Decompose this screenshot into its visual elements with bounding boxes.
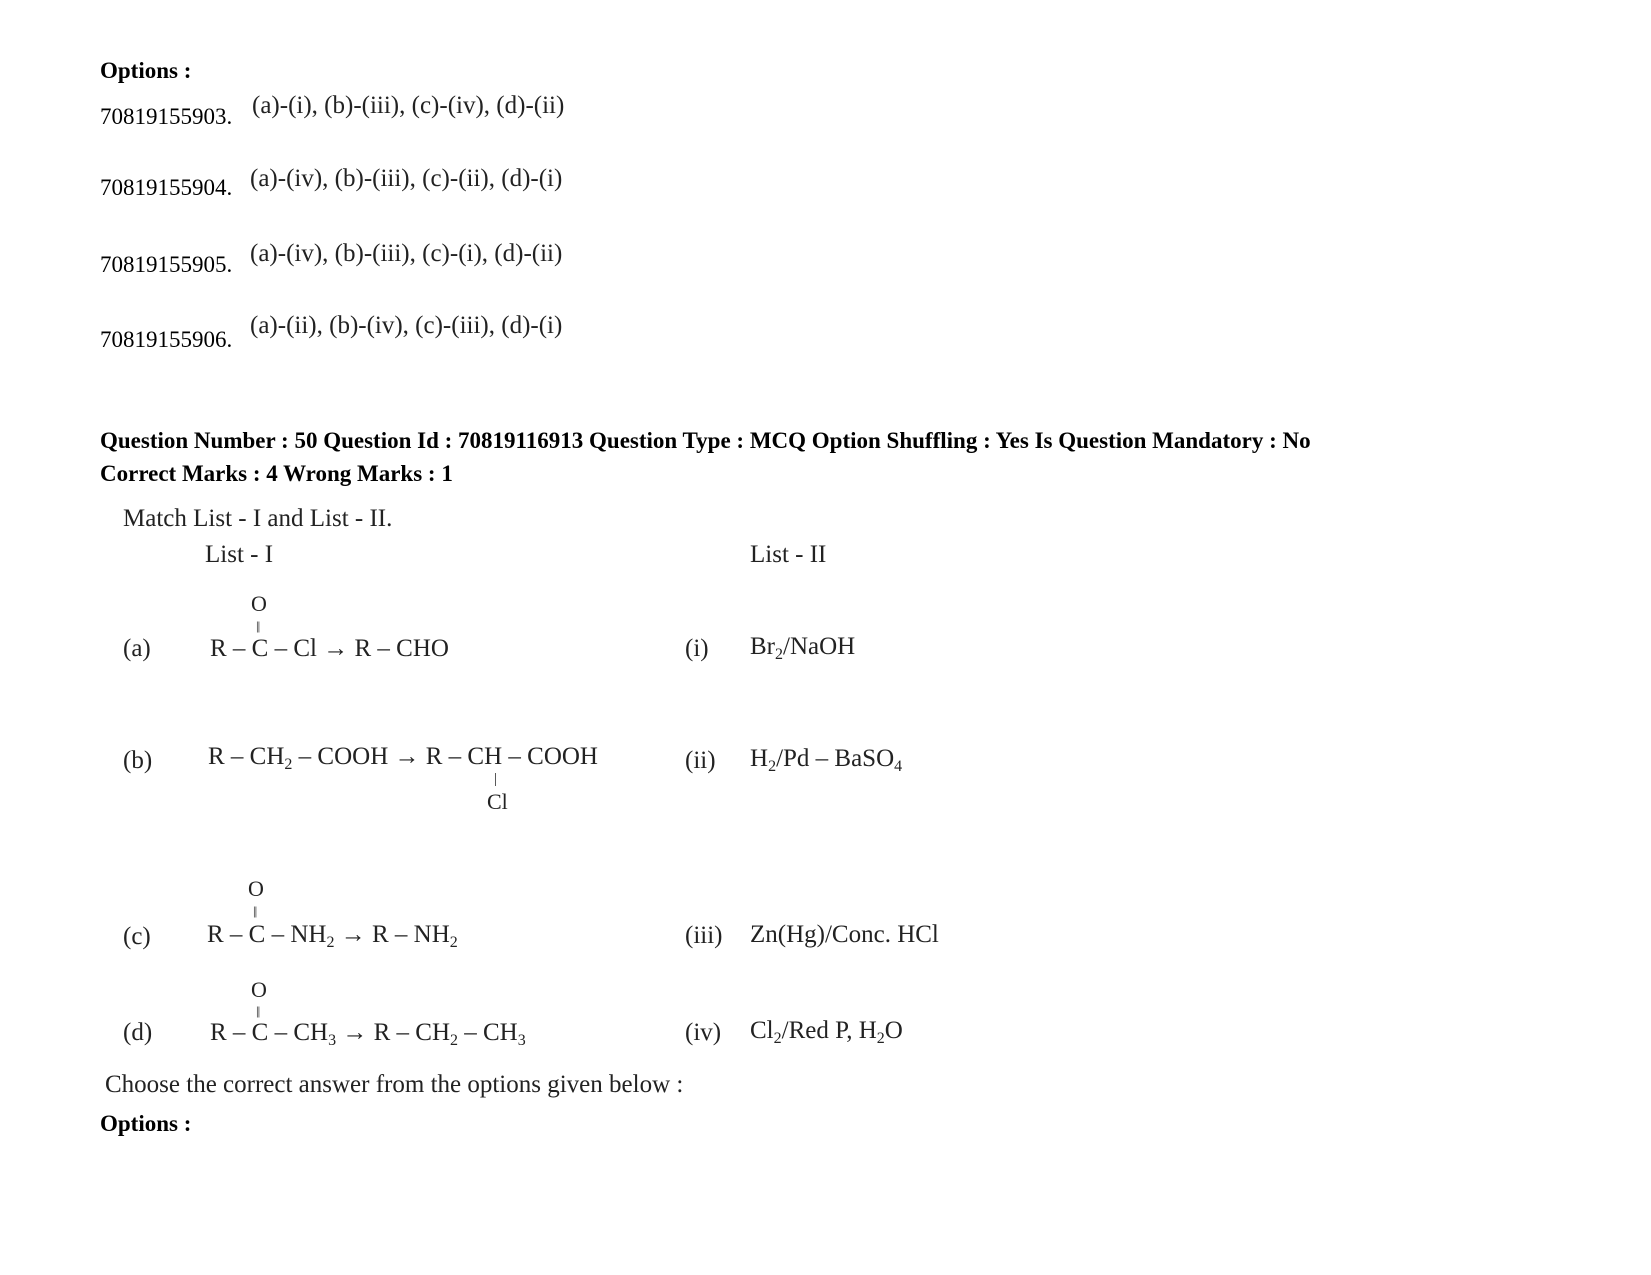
reaction-c: $R - C - NH_2 \to R - NH_2$ [207,921,458,951]
double-bond: || [253,903,257,918]
question-intro: Match List - I and List - II. [123,505,393,532]
row-label-b: (b) [123,747,153,774]
carbonyl-oxygen: O [251,591,267,616]
question-marks: Correct Marks : 4 Wrong Marks : 1 [100,461,453,486]
choose-instruction: Choose the correct answer from the options given below : [105,1071,684,1098]
option-id: 70819155905. [100,252,233,277]
option-text: (a)-(iv), (b)-(iii), (c)-(ii), (d)-(i) [250,165,563,192]
roman-iii: (iii) [685,922,723,949]
question-meta: Question Number : 50 Question Id : 70819116913 Question Type : MCQ Option Shuffling : Yes Is Question Mandatory : No [100,428,1311,453]
option-text: (a)-(i), (b)-(iii), (c)-(iv), (d)-(ii) [252,92,565,119]
list1-header: List - I [205,541,274,568]
carbonyl-oxygen: O [248,876,264,901]
list2-header: List - II [750,541,827,568]
reaction-b: R – $CH_2$ – COOH → R – CH – COOH [208,743,598,773]
option-id: 70819155903. [100,104,233,129]
double-bond: || [256,1003,260,1018]
reaction-d: $R - C - CH_3 \to R - CH_2 - CH_3$ [210,1019,526,1049]
option-id: 70819155906. [100,327,233,352]
options-heading: Options : [100,58,192,83]
double-bond: || [256,618,260,633]
roman-i: (i) [685,635,709,662]
option-id: 70819155904. [100,175,233,200]
reagent-iv: $Cl_2$/Red P, $H_2O$ [750,1017,903,1047]
reagent-i: $Br_2$/NaOH [750,633,856,663]
row-label-a: (a) [123,635,151,662]
reaction-a: R – C – Cl → R – CHO [210,635,449,662]
roman-ii: (ii) [685,747,716,774]
option-text: (a)-(iv), (b)-(iii), (c)-(i), (d)-(ii) [250,240,563,267]
row-label-c: (c) [123,923,151,950]
reagent-ii: $H_2/Pd$ – BaSO$_4$ [750,745,903,775]
chloro-branch: Cl [487,789,508,814]
options-heading-bottom: Options : [100,1111,192,1136]
reagent-iii: Zn(Hg)/Conc. HCl [750,921,939,948]
roman-iv: (iv) [685,1019,722,1046]
single-bond: | [494,771,498,787]
option-text: (a)-(ii), (b)-(iv), (c)-(iii), (d)-(i) [250,312,563,339]
row-label-d: (d) [123,1019,153,1046]
carbonyl-oxygen: O [251,977,267,1002]
